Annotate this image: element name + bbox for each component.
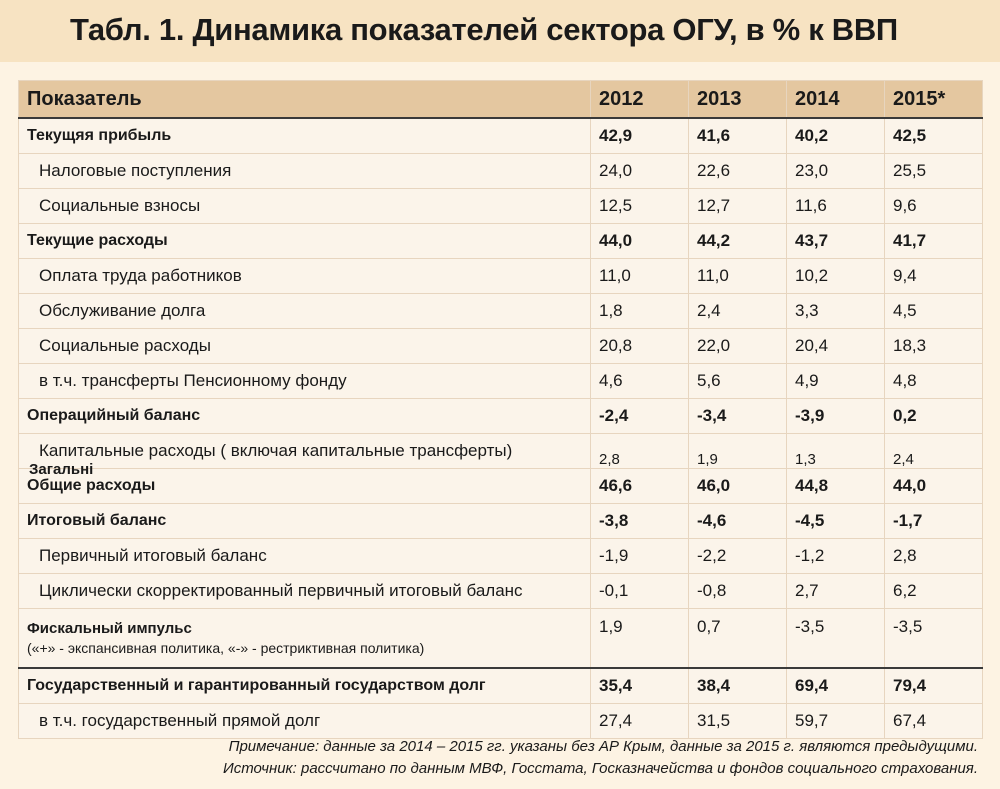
cell-value: -3,8: [591, 504, 689, 539]
cell-value: 4,9: [787, 364, 885, 399]
cell-value: -0,8: [689, 574, 787, 609]
note-text: Примечание: данные за 2014 – 2015 гг. указаны без АР Крым, данные за 2015 г. являются предыдущими.: [228, 738, 978, 755]
table-row: [19, 294, 983, 329]
cell-value: 38,4: [689, 668, 787, 704]
cell-value: 2,4: [885, 434, 983, 469]
cell-value: 42,9: [591, 118, 689, 154]
cell-value: 23,0: [787, 154, 885, 189]
cell-value: 4,5: [885, 294, 983, 329]
footnotes: [223, 736, 978, 780]
cell-value: -2,2: [689, 539, 787, 574]
cell-value: 4,6: [591, 364, 689, 399]
row-label-cell: [19, 434, 591, 478]
table-row: [19, 224, 983, 259]
cell-value: 3,3: [787, 294, 885, 329]
cell-value: 44,2: [689, 224, 787, 259]
cell-value: -0,1: [591, 574, 689, 609]
cell-value: 22,6: [689, 154, 787, 189]
cell-value: 42,5: [885, 118, 983, 154]
cell-value: -3,5: [787, 609, 885, 669]
row-label: Итоговый баланс: [19, 504, 591, 539]
cell-value: 44,0: [591, 224, 689, 259]
row-label-cell: [19, 609, 591, 669]
cell-value: 22,0: [689, 329, 787, 364]
row-label: Циклически скорректированный первичный итоговый баланс: [19, 574, 591, 609]
row-label: Обслуживание долга: [19, 294, 591, 329]
overlapping-label: Загальні: [29, 461, 94, 478]
row-label: Капитальные расходы ( включая капитальные трансферты): [39, 441, 513, 460]
cell-value: 12,5: [591, 189, 689, 224]
cell-value: 11,6: [787, 189, 885, 224]
cell-value: 9,6: [885, 189, 983, 224]
cell-value: 43,7: [787, 224, 885, 259]
column-header-indicator: Показатель: [19, 81, 591, 119]
table-row: [19, 574, 983, 609]
table-row: [19, 434, 983, 469]
cell-value: 59,7: [787, 704, 885, 739]
cell-value: -4,6: [689, 504, 787, 539]
cell-value: 1,3: [787, 434, 885, 469]
row-label: в т.ч. трансферты Пенсионному фонду: [19, 364, 591, 399]
cell-value: -1,7: [885, 504, 983, 539]
cell-value: 11,0: [689, 259, 787, 294]
cell-value: 27,4: [591, 704, 689, 739]
cell-value: 9,4: [885, 259, 983, 294]
cell-value: 2,7: [787, 574, 885, 609]
row-label: Налоговые поступления: [19, 154, 591, 189]
table-row: [19, 189, 983, 224]
cell-value: 10,2: [787, 259, 885, 294]
column-header-year: 2014: [787, 81, 885, 119]
cell-value: 20,4: [787, 329, 885, 364]
cell-value: -4,5: [787, 504, 885, 539]
cell-value: 12,7: [689, 189, 787, 224]
cell-value: 1,8: [591, 294, 689, 329]
table-row: [19, 154, 983, 189]
data-table-container: [18, 80, 982, 739]
table-row: [19, 259, 983, 294]
table-row: [19, 469, 983, 504]
table-row: [19, 609, 983, 669]
cell-value: 79,4: [885, 668, 983, 704]
data-table: [18, 80, 983, 739]
row-label: Социальные расходы: [19, 329, 591, 364]
column-header-year: 2013: [689, 81, 787, 119]
cell-value: 1,9: [591, 609, 689, 669]
table-row: [19, 329, 983, 364]
table-row: [19, 364, 983, 399]
table-header-row: [19, 81, 983, 119]
cell-value: -3,4: [689, 399, 787, 434]
cell-value: 2,8: [885, 539, 983, 574]
cell-value: 46,0: [689, 469, 787, 504]
cell-value: 11,0: [591, 259, 689, 294]
cell-value: 31,5: [689, 704, 787, 739]
page-title: Табл. 1. Динамика показателей сектора ОГУ, в % к ВВП: [70, 12, 898, 47]
row-label: в т.ч. государственный прямой долг: [19, 704, 591, 739]
table-row: [19, 504, 983, 539]
cell-value: 0,7: [689, 609, 787, 669]
cell-value: 4,8: [885, 364, 983, 399]
row-label: Первичный итоговый баланс: [19, 539, 591, 574]
cell-value: 41,7: [885, 224, 983, 259]
cell-value: -1,9: [591, 539, 689, 574]
cell-value: 2,8: [591, 434, 689, 469]
cell-value: 46,6: [591, 469, 689, 504]
cell-value: 5,6: [689, 364, 787, 399]
row-label: Государственный и гарантированный государством долг: [19, 668, 591, 704]
cell-value: 41,6: [689, 118, 787, 154]
cell-value: -3,5: [885, 609, 983, 669]
cell-value: 18,3: [885, 329, 983, 364]
cell-value: 69,4: [787, 668, 885, 704]
row-sublabel: («+» - экспансивная политика, «-» - рестриктивная политика): [27, 640, 425, 656]
row-label: Операцийный баланс: [19, 399, 591, 434]
table-row: [19, 539, 983, 574]
cell-value: 24,0: [591, 154, 689, 189]
cell-value: 0,2: [885, 399, 983, 434]
cell-value: 6,2: [885, 574, 983, 609]
title-bar: [0, 0, 1000, 62]
cell-value: 44,8: [787, 469, 885, 504]
cell-value: -2,4: [591, 399, 689, 434]
column-header-year: 2015*: [885, 81, 983, 119]
cell-value: -3,9: [787, 399, 885, 434]
row-label: Социальные взносы: [19, 189, 591, 224]
cell-value: -1,2: [787, 539, 885, 574]
row-label: Текущие расходы: [19, 224, 591, 259]
column-header-year: 2012: [591, 81, 689, 119]
row-label: Общие расходы: [19, 469, 591, 504]
source-text: Источник: рассчитано по данным МВФ, Госстата, Госказначейства и фондов социального страхования.: [222, 760, 978, 777]
row-label: Текущяя прибыль: [19, 118, 591, 154]
cell-value: 67,4: [885, 704, 983, 739]
row-label: Оплата труда работников: [19, 259, 591, 294]
row-label: Фискальный импульс: [27, 620, 192, 637]
cell-value: 35,4: [591, 668, 689, 704]
cell-value: 25,5: [885, 154, 983, 189]
cell-value: 44,0: [885, 469, 983, 504]
cell-value: 1,9: [689, 434, 787, 469]
cell-value: 20,8: [591, 329, 689, 364]
cell-value: 2,4: [689, 294, 787, 329]
table-row: [19, 668, 983, 704]
cell-value: 40,2: [787, 118, 885, 154]
table-row: [19, 399, 983, 434]
table-row: [19, 704, 983, 739]
table-row: [19, 118, 983, 154]
